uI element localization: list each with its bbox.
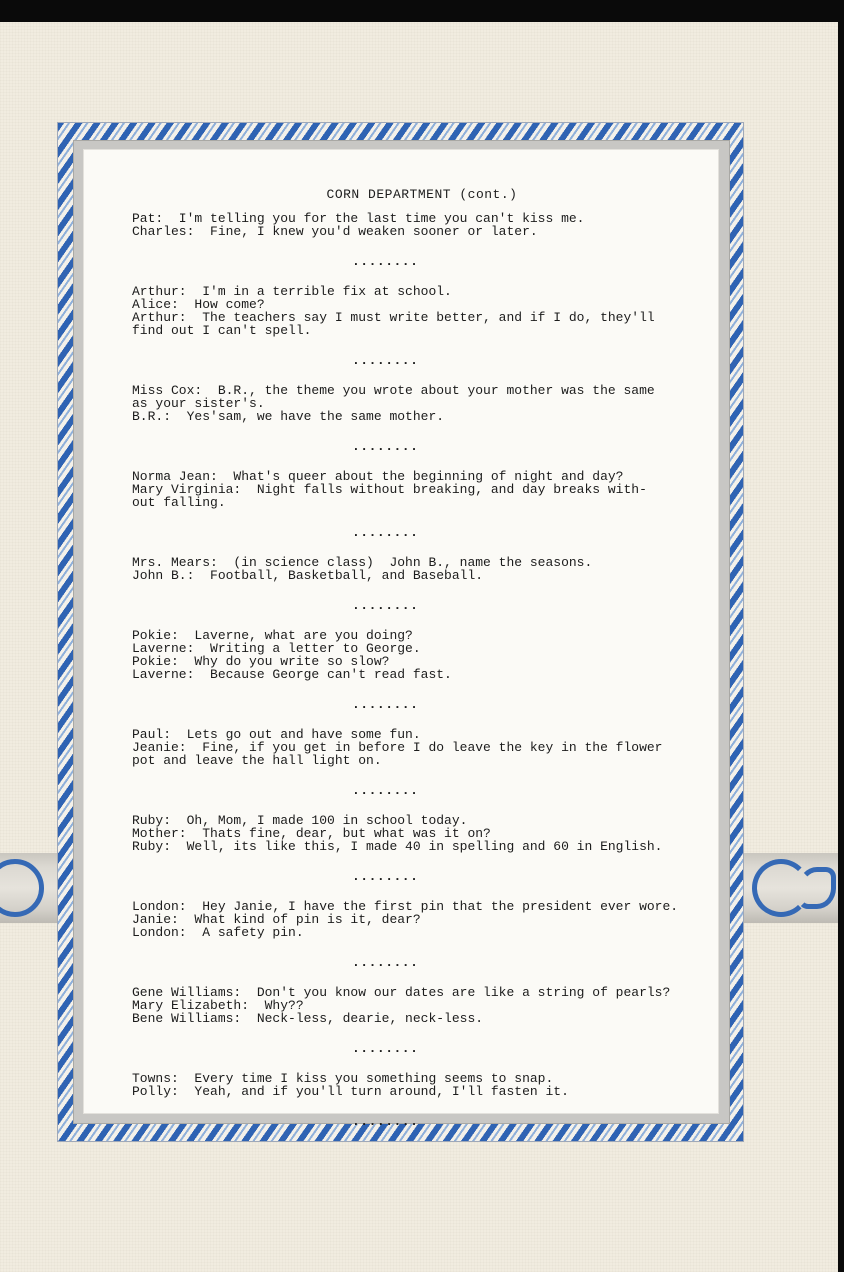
joke-line: Pat: I'm telling you for the last time you can't kiss me. — [132, 211, 585, 226]
joke-line: Arthur: I'm in a terrible fix at school. — [132, 284, 452, 299]
joke-separator: ........ — [352, 254, 419, 269]
joke-separator: ........ — [352, 353, 419, 368]
scroll-ornament-icon — [0, 859, 44, 917]
joke-line: Charles: Fine, I knew you'd weaken sooner or later. — [132, 224, 538, 239]
joke-line: Ruby: Oh, Mom, I made 100 in school today. — [132, 813, 468, 828]
joke-block — [132, 285, 692, 337]
joke-line: Mary Virginia: Night falls without breaking, and day breaks with- — [132, 482, 647, 497]
joke-line: Laverne: Because George can't read fast. — [132, 667, 452, 682]
joke-separator: ........ — [352, 598, 419, 613]
joke-separator: ........ — [352, 697, 419, 712]
joke-line: Arthur: The teachers say I must write better, and if I do, they'll — [132, 310, 655, 325]
joke-line: Pokie: Why do you write so slow? — [132, 654, 390, 669]
joke-line: B.R.: Yes'sam, we have the same mother. — [132, 409, 445, 424]
joke-line: Gene Williams: Don't you know our dates are like a string of pearls? — [132, 985, 671, 1000]
scroll-ornament-icon — [798, 867, 836, 909]
joke-line: Mrs. Mears: (in science class) John B., name the seasons. — [132, 555, 593, 570]
joke-line: London: Hey Janie, I have the first pin that the president ever wore. — [132, 899, 679, 914]
joke-line: pot and leave the hall light on. — [132, 753, 382, 768]
joke-separator: ........ — [352, 869, 419, 884]
joke-block — [132, 212, 692, 238]
joke-separator: ........ — [352, 1114, 419, 1129]
joke-line: Janie: What kind of pin is it, dear? — [132, 912, 421, 927]
joke-line: out falling. — [132, 495, 226, 510]
joke-line: Pokie: Laverne, what are you doing? — [132, 628, 413, 643]
joke-line: find out I can't spell. — [132, 323, 312, 338]
joke-separator: ........ — [352, 955, 419, 970]
joke-line: Mary Elizabeth: Why?? — [132, 998, 304, 1013]
joke-separator: ........ — [352, 783, 419, 798]
joke-line: Mother: Thats fine, dear, but what was it on? — [132, 826, 491, 841]
right-ornament-band — [740, 853, 838, 923]
joke-block — [132, 384, 692, 423]
joke-line: Laverne: Writing a letter to George. — [132, 641, 421, 656]
joke-block — [132, 728, 692, 767]
joke-line: Paul: Lets go out and have some fun. — [132, 727, 421, 742]
joke-block — [132, 629, 692, 681]
joke-line: Bene Williams: Neck-less, dearie, neck-less. — [132, 1011, 484, 1026]
joke-line: Norma Jean: What's queer about the beginning of night and day? — [132, 469, 624, 484]
joke-line: as your sister's. — [132, 396, 265, 411]
page-title: CORN DEPARTMENT (cont.) — [326, 187, 518, 202]
joke-block — [132, 986, 692, 1025]
joke-separator: ........ — [352, 525, 419, 540]
joke-line: Polly: Yeah, and if you'll turn around, I'll fasten it. — [132, 1084, 569, 1099]
joke-line: John B.: Football, Basketball, and Baseball. — [132, 568, 484, 583]
joke-block — [132, 470, 692, 509]
joke-line: Miss Cox: B.R., the theme you wrote about your mother was the same — [132, 383, 655, 398]
joke-line: Ruby: Well, its like this, I made 40 in spelling and 60 in English. — [132, 839, 663, 854]
joke-line: London: A safety pin. — [132, 925, 304, 940]
joke-block — [132, 814, 692, 853]
joke-block — [132, 1072, 692, 1098]
joke-line: Jeanie: Fine, if you get in before I do leave the key in the flower — [132, 740, 663, 755]
joke-separator: ........ — [352, 439, 419, 454]
joke-block — [132, 900, 692, 939]
joke-line: Towns: Every time I kiss you something seems to snap. — [132, 1071, 554, 1086]
joke-line: Alice: How come? — [132, 297, 265, 312]
joke-separator: ........ — [352, 1041, 419, 1056]
joke-block — [132, 556, 692, 582]
jokes-list — [132, 212, 692, 1145]
